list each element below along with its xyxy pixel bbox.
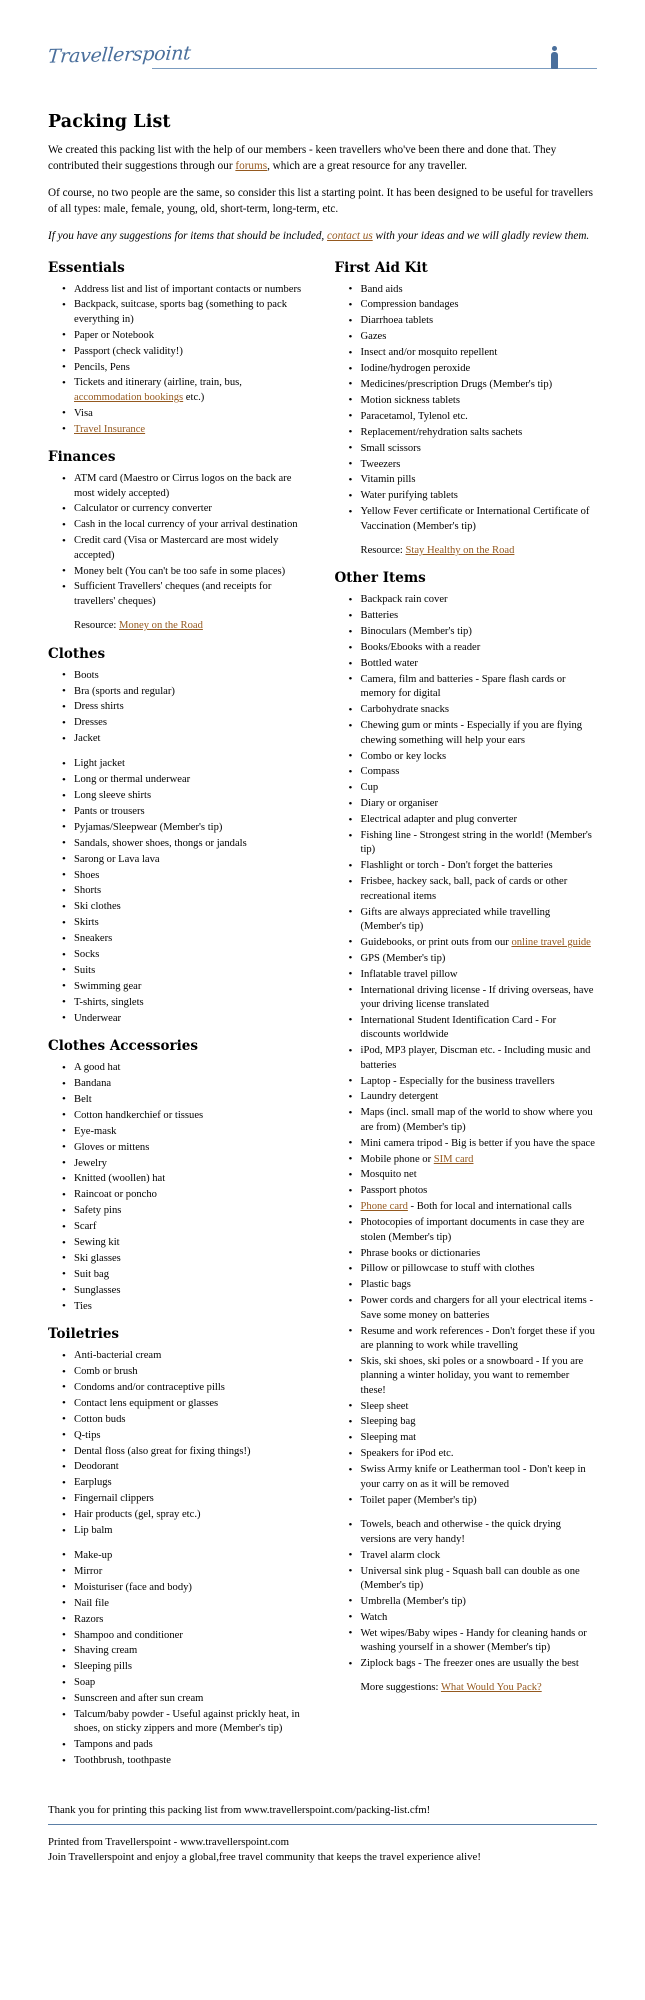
person-icon — [550, 46, 559, 69]
list-item: • Long sleeve shirts — [74, 789, 309, 803]
section-title-clothes-accessories: Clothes Accessories — [48, 1038, 198, 1055]
list-item: • Shorts — [74, 884, 309, 898]
list-item-tickets — [74, 376, 309, 405]
content-columns — [48, 260, 597, 1771]
list-item: • Razors — [74, 1613, 309, 1627]
list-item: • Passport photos — [361, 1184, 598, 1198]
resource-first-aid — [361, 544, 598, 558]
list-item: • Toothbrush, toothpaste — [74, 1754, 309, 1768]
list-item: • Tweezers — [361, 458, 598, 472]
list-item: • Soap — [74, 1676, 309, 1690]
list-item: • Mini camera tripod - Big is better if you have the space — [361, 1137, 598, 1151]
more-suggestions-label: More suggestions: — [360, 1682, 441, 1694]
list-item: • Skirts — [74, 916, 309, 930]
list-item: • Sleep sheet — [361, 1400, 598, 1414]
list-item: • T-shirts, singlets — [74, 996, 309, 1010]
list-item: • Boots — [74, 669, 309, 683]
list-item: • A good hat — [74, 1061, 309, 1075]
list-item: • Maps (incl. small map of the world to show where you are from) (Member's tip) — [361, 1106, 598, 1135]
money-on-the-road-link[interactable]: Money on the Road — [119, 620, 203, 632]
section-title-finances: Finances — [48, 449, 116, 466]
contact-us-link[interactable]: contact us — [327, 229, 373, 242]
list-item: • Safety pins — [74, 1204, 309, 1218]
list-item: • Deodorant — [74, 1460, 309, 1474]
travel-insurance-link[interactable]: Travel Insurance — [74, 423, 146, 435]
list-item: • Insect and/or mosquito repellent — [361, 346, 598, 360]
list-item: • Medicines/prescription Drugs (Member's tip) — [361, 378, 598, 392]
list-item: • Suits — [74, 964, 309, 978]
list-item: • Long or thermal underwear — [74, 773, 309, 787]
list-other-items-group-2 — [335, 813, 598, 1508]
list-item: • Suit bag — [74, 1268, 309, 1282]
list-item-mobile-phone — [361, 1153, 598, 1167]
list-item: • Sleeping mat — [361, 1431, 598, 1445]
list-other-items-group-6 — [335, 1518, 598, 1671]
intro-paragraph-1 — [48, 143, 597, 175]
list-item: • Cash in the local currency of your arrival destination — [74, 518, 309, 532]
list-item: • Dresses — [74, 716, 309, 730]
list-item: • Talcum/baby powder - Useful against prickly heat, in shoes, on sticky zippers and more (Member's tip) — [74, 1708, 309, 1737]
list-item: • Jewelry — [74, 1157, 309, 1171]
list-item: • Ski clothes — [74, 900, 309, 914]
online-travel-guide-link[interactable]: online travel guide — [511, 936, 591, 948]
list-item: • Sunscreen and after sun cream — [74, 1692, 309, 1706]
list-item: • Sandals, shower shoes, thongs or jandals — [74, 837, 309, 851]
masthead — [46, 42, 597, 98]
page-footer — [48, 1804, 597, 1884]
list-item: • Inflatable travel pillow — [361, 968, 598, 982]
list-first-aid-kit — [335, 283, 598, 535]
intro-1-text-after: , which are a great resource for any traveller. — [267, 159, 468, 172]
list-item: • Toilet paper (Member's tip) — [361, 1494, 598, 1508]
list-item: • Eye-mask — [74, 1125, 309, 1139]
list-item: • Replacement/rehydration salts sachets — [361, 426, 598, 440]
list-toiletries-group-2 — [48, 1549, 309, 1769]
list-item: • Q-tips — [74, 1429, 309, 1443]
list-item: • Laundry detergent — [361, 1090, 598, 1104]
list-item: • Scarf — [74, 1220, 309, 1234]
list-item: • Backpack rain cover — [361, 593, 598, 607]
tickets-text-after: etc.) — [183, 391, 205, 403]
list-item: • Passport (check validity!) — [74, 345, 309, 359]
list-item: • Small scissors — [361, 442, 598, 456]
list-item: • International driving license - If driving overseas, have your driving license translated — [361, 984, 598, 1013]
list-item: • Ski glasses — [74, 1252, 309, 1266]
masthead-rule — [152, 68, 597, 69]
list-item: • GPS (Member's tip) — [361, 952, 598, 966]
footer-thanks: Thank you for printing this packing list from www.travellerspoint.com/packing-list.cfm! — [48, 1804, 431, 1817]
list-item: • Dental floss (also great for fixing things!) — [74, 1445, 309, 1459]
list-item: • Make-up — [74, 1549, 309, 1563]
list-item: • Pillow or pillowcase to stuff with clothes — [361, 1262, 598, 1276]
what-would-you-pack-link[interactable]: What Would You Pack? — [440, 1682, 542, 1694]
list-item: • Umbrella (Member's tip) — [361, 1595, 598, 1609]
list-item: • Gifts are always appreciated while travelling (Member's tip) — [361, 906, 598, 935]
list-item: • Swiss Army knife or Leatherman tool - Don't keep in your carry on as it will be removed — [361, 1463, 598, 1492]
list-item: • Motion sickness tablets — [361, 394, 598, 408]
phonecard-text-after: - Both for local and international calls — [407, 1201, 572, 1213]
section-title-toiletries: Toiletries — [48, 1326, 120, 1343]
list-item: • Sneakers — [74, 932, 309, 946]
list-item: • Light jacket — [74, 757, 309, 771]
list-item: • Paper or Notebook — [74, 329, 309, 343]
sim-card-link[interactable]: SIM card — [433, 1153, 474, 1165]
footer-line-2: Join Travellerspoint and enjoy a global,free travel community that keeps the travel experience alive! — [48, 1850, 481, 1863]
tickets-text-before: Tickets and itinerary (airline, train, bus, — [74, 377, 242, 389]
list-item: • Speakers for iPod etc. — [361, 1447, 598, 1461]
section-title-clothes: Clothes — [48, 645, 106, 662]
list-item: • Camera, film and batteries - Spare flash cards or memory for digital — [361, 673, 598, 702]
accommodation-bookings-link[interactable]: accommodation bookings — [74, 391, 184, 403]
list-item: • Visa — [74, 407, 309, 421]
intro-paragraph-2: Of course, no two people are the same, so consider this list a starting point. It has been designed to be useful for travellers of all types: male, female, young, old, short-term, long-term, etc. — [48, 186, 593, 215]
list-item: • Underwear — [74, 1012, 309, 1026]
list-item: • Sufficient Travellers' cheques (and receipts for travellers' cheques) — [74, 580, 309, 609]
list-item: • Mosquito net — [361, 1168, 598, 1182]
list-item: • Diary or organiser — [361, 797, 598, 811]
list-item: • Bottled water — [361, 657, 598, 671]
list-item: • Hair products (gel, spray etc.) — [74, 1508, 309, 1522]
stay-healthy-on-the-road-link[interactable]: Stay Healthy on the Road — [405, 545, 515, 557]
right-column — [323, 260, 598, 1696]
list-item: • Phrase books or dictionaries — [361, 1247, 598, 1261]
list-item: • Comb or brush — [74, 1365, 309, 1379]
footer-rule — [48, 1824, 597, 1825]
mobile-text-before: Mobile phone or — [360, 1153, 434, 1165]
list-item: • Universal sink plug - Squash ball can double as one (Member's tip) — [361, 1565, 598, 1594]
list-item: • Cup — [361, 781, 598, 795]
list-item: • Sunglasses — [74, 1284, 309, 1298]
list-item: • iPod, MP3 player, Discman etc. - Including music and batteries — [361, 1044, 598, 1073]
more-suggestions — [361, 1681, 598, 1695]
list-item: • Ziplock bags - The freezer ones are usually the best — [361, 1657, 598, 1671]
travellerspoint-logo[interactable] — [46, 42, 192, 68]
list-item: • Cotton buds — [74, 1413, 309, 1427]
resource-label: Resource: — [360, 545, 406, 557]
list-item: • Binoculars (Member's tip) — [361, 625, 598, 639]
list-clothes-group-2 — [48, 757, 309, 1026]
list-item: • Knitted (woollen) hat — [74, 1172, 309, 1186]
list-item: • Sarong or Lava lava — [74, 853, 309, 867]
list-item: • Books/Ebooks with a reader — [361, 641, 598, 655]
list-item: • Compression bandages — [361, 298, 598, 312]
list-item: • Pencils, Pens — [74, 361, 309, 375]
list-item: • Bra (sports and regular) — [74, 685, 309, 699]
list-item: • Fishing line - Strongest string in the world! (Member's tip) — [361, 829, 598, 858]
list-item-travel-insurance — [74, 423, 309, 437]
list-item: • Photocopies of important documents in case they are stolen (Member's tip) — [361, 1216, 598, 1245]
list-item-phone-card — [361, 1200, 598, 1214]
footer-line-1: Printed from Travellerspoint - www.travellerspoint.com — [48, 1836, 289, 1849]
phone-card-link[interactable]: Phone card — [360, 1201, 408, 1213]
section-title-essentials: Essentials — [48, 259, 125, 276]
logo-wordmark: Travellerspoint — [46, 42, 192, 68]
list-item: • Yellow Fever certificate or International Certificate of Vaccination (Member's tip) — [361, 505, 598, 534]
list-item: • Electrical adapter and plug converter — [361, 813, 598, 827]
list-item: • Gazes — [361, 330, 598, 344]
list-gap — [335, 1509, 598, 1518]
list-essentials — [48, 283, 309, 438]
list-item: • Condoms and/or contraceptive pills — [74, 1381, 309, 1395]
list-item: • Address list and list of important contacts or numbers — [74, 283, 309, 297]
list-item: • Iodine/hydrogen peroxide — [361, 362, 598, 376]
list-item: • Swimming gear — [74, 980, 309, 994]
list-item: • Sleeping pills — [74, 1660, 309, 1674]
list-finances — [48, 472, 309, 609]
intro-1-text-before: We created this packing list with the help of our members - keen travellers who've been there and done that. They contributed their suggestions through our — [48, 144, 557, 172]
list-item: • Calculator or currency converter — [74, 502, 309, 516]
list-item: • Contact lens equipment or glasses — [74, 1397, 309, 1411]
list-item: • Wet wipes/Baby wipes - Handy for cleaning hands or washing yourself in a shower (Member's tip) — [361, 1627, 598, 1656]
list-item: • Laptop - Especially for the business travellers — [361, 1075, 598, 1089]
list-item: • Tampons and pads — [74, 1738, 309, 1752]
list-item: • Money belt (You can't be too safe in some places) — [74, 565, 309, 579]
list-item: • Watch — [361, 1611, 598, 1625]
list-item: • Fingernail clippers — [74, 1492, 309, 1506]
list-item: • Pyjamas/Sleepwear (Member's tip) — [74, 821, 309, 835]
list-item: • Shaving cream — [74, 1644, 309, 1658]
section-title-other-items: Other Items — [334, 570, 426, 587]
list-item: • Jacket — [74, 732, 309, 746]
list-item: • Bandana — [74, 1077, 309, 1091]
list-item: • Earplugs — [74, 1476, 309, 1490]
list-item: • Pants or trousers — [74, 805, 309, 819]
list-item: • Diarrhoea tablets — [361, 314, 598, 328]
list-other-items-group-1 — [335, 593, 598, 811]
list-item: • Gloves or mittens — [74, 1141, 309, 1155]
list-item: • Moisturiser (face and body) — [74, 1581, 309, 1595]
list-item: • Towels, beach and otherwise - the quick drying versions are very handy! — [361, 1518, 598, 1547]
list-item: • Credit card (Visa or Mastercard are most widely accepted) — [74, 534, 309, 563]
forums-link[interactable]: forums — [235, 159, 268, 172]
intro-3-text-after: with your ideas and we will gladly review them. — [372, 229, 590, 242]
intro-paragraph-3 — [48, 229, 597, 245]
list-item: • Backpack, suitcase, sports bag (something to pack everything in) — [74, 298, 309, 327]
list-item: • Dress shirts — [74, 700, 309, 714]
list-item: • Lip balm — [74, 1524, 309, 1538]
list-item: • Travel alarm clock — [361, 1549, 598, 1563]
list-toiletries-group-1 — [48, 1349, 309, 1538]
list-gap — [48, 1540, 309, 1549]
list-item: • Plastic bags — [361, 1278, 598, 1292]
list-item: • Carbohydrate snacks — [361, 703, 598, 717]
list-item: • Batteries — [361, 609, 598, 623]
list-item: • Raincoat or poncho — [74, 1188, 309, 1202]
list-item: • Flashlight or torch - Don't forget the batteries — [361, 859, 598, 873]
list-item: • International Student Identification Card - For discounts worldwide — [361, 1014, 598, 1043]
list-item: • Combo or key locks — [361, 750, 598, 764]
list-item: • Band aids — [361, 283, 598, 297]
list-item: • Socks — [74, 948, 309, 962]
list-item: • Cotton handkerchief or tissues — [74, 1109, 309, 1123]
list-item: • Chewing gum or mints - Especially if you are flying chewing something will help your ears — [361, 719, 598, 748]
list-item: • Nail file — [74, 1597, 309, 1611]
list-item: • Anti-bacterial cream — [74, 1349, 309, 1363]
intro-3-text-before: If you have any suggestions for items that should be included, — [48, 229, 328, 242]
section-title-first-aid-kit: First Aid Kit — [334, 259, 428, 276]
list-item: • Sleeping bag — [361, 1415, 598, 1429]
list-item: • Frisbee, hackey sack, ball, pack of cards or other recreational items — [361, 875, 598, 904]
guidebooks-text-before: Guidebooks, or print outs from our — [360, 936, 512, 948]
list-item: • Belt — [74, 1093, 309, 1107]
left-column — [48, 260, 323, 1771]
list-item: • Water purifying tablets — [361, 489, 598, 503]
list-item: • Skis, ski shoes, ski poles or a snowboard - If you are planning a winter holiday, you want to remember these! — [361, 1355, 598, 1398]
list-item: • Power cords and chargers for all your electrical items - Save some money on batteries — [361, 1294, 598, 1323]
list-item: • Compass — [361, 765, 598, 779]
list-item: • Sewing kit — [74, 1236, 309, 1250]
list-item: • Mirror — [74, 1565, 309, 1579]
list-item: • Resume and work references - Don't forget these if you are planning to work while travelling — [361, 1325, 598, 1354]
resource-label: Resource: — [74, 620, 120, 632]
list-item: • Shoes — [74, 869, 309, 883]
list-item: • Vitamin pills — [361, 473, 598, 487]
page-title: Packing List — [48, 112, 171, 132]
list-clothes-accessories — [48, 1061, 309, 1314]
list-clothes-group-1 — [48, 669, 309, 747]
list-item: • Shampoo and conditioner — [74, 1629, 309, 1643]
list-item: • Paracetamol, Tylenol etc. — [361, 410, 598, 424]
list-gap — [48, 748, 309, 757]
resource-finances — [74, 619, 309, 633]
list-item: • Ties — [74, 1300, 309, 1314]
list-item: • ATM card (Maestro or Cirrus logos on the back are most widely accepted) — [74, 472, 309, 501]
list-item-guidebooks — [361, 936, 598, 950]
